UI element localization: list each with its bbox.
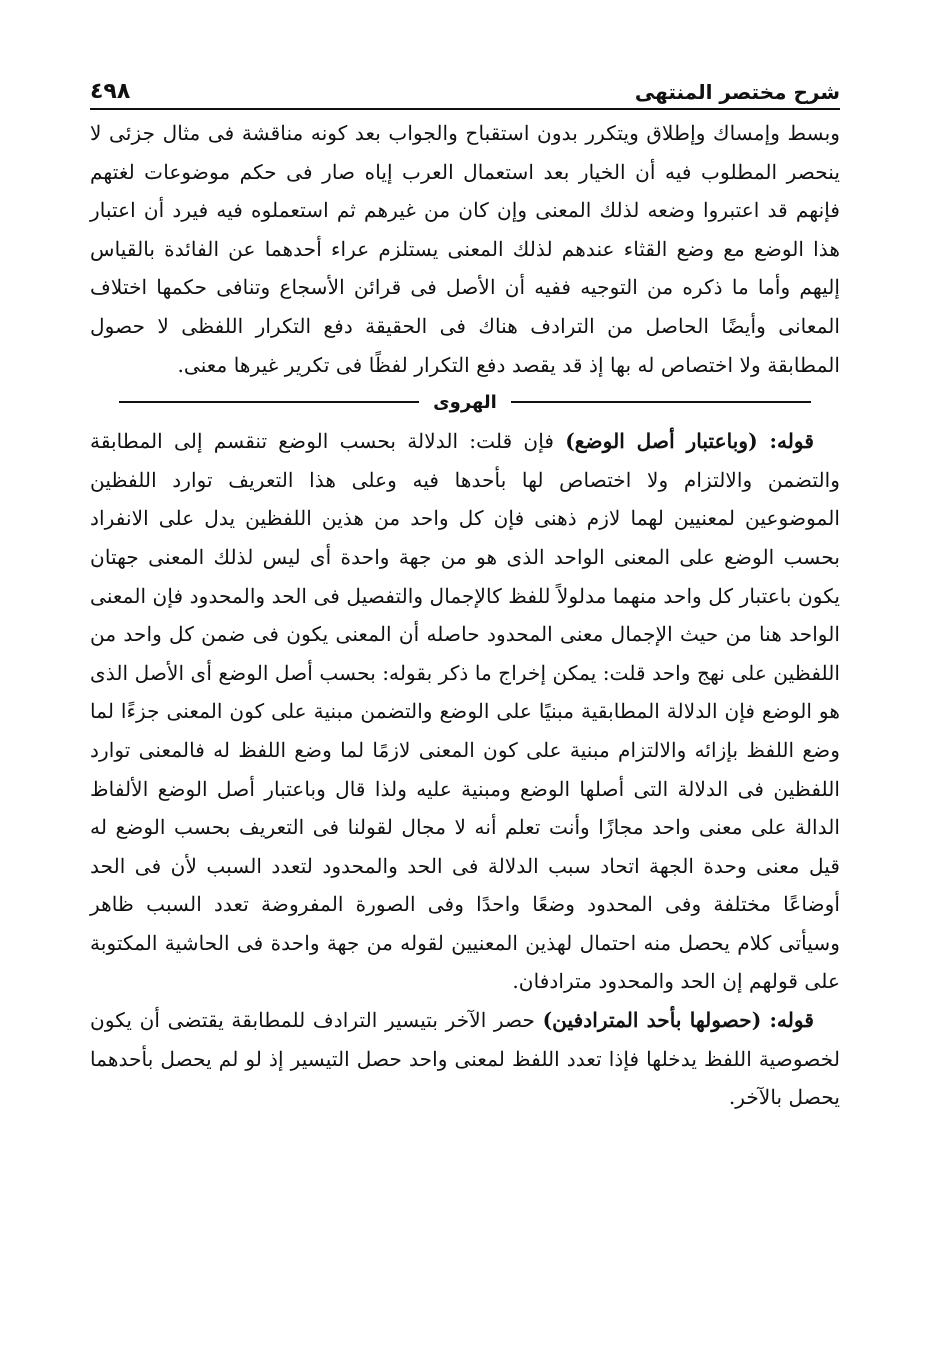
commentary-lead-2: قوله: (حصولها بأحد المترادفين) (542, 1008, 814, 1033)
commentary-text-1: فإن قلت: الدلالة بحسب الوضع تنقسم إلى المطابقة والتضمن والالتزام ولا اختصاص لها بأحدها فيه وعلى هذا التعريف توارد اللفظين الموضوعين لمعنيين لهما لازم ذهنى فإن كل واحد من هذين اللفظين يدل على الانفراد بحسب الوضع على المعنى الواحد الذى هو من جهة واحدة أى ليس لذلك المعنى جهتان يكون باعتبار كل واحد منهما مدلولاً للفظ كالإجمال والتفصيل فى الحد والمحدود فإن المعنى الواحد هنا من حيث الإجمال معنى المحدود حاصله أن المعنى يكون فى ضمن كل واحد من اللفظين على نهج واحد قلت: يمكن إخراج ما ذكر بقوله: بحسب أصل الوضع أى الأصل الذى هو الوضع فإن الدلالة المطابقية مبنيًا على الوضع والتضمن مبنية على كون المعنى جزءًا لما وضع اللفظ بإزائه والالتزام مبنية على كون المعنى لازمًا لما وضع اللفظ له فالمعنى توارد اللفظين فى الدلالة التى أصلها الوضع ومبنية عليه ولذا قال وباعتبار أصل الوضع الألفاظ الدالة على معنى واحد مجازًا وأنت تعلم أنه لا مجال لقولنا فى التعريف بحسب الوضع له قيل معنى وحدة الجهة اتحاد سبب الدلالة فى الحد والمحدود لتعدد السبب لأن فى الحد أوضاعًا مختلفة وفى المحدود وضعًا واحدًا وفى الصورة المفروضة تعدد السبب ظاهر وسيأتى كلام يحصل منه احتمال لهذين المعنيين لقوله من جهة واحدة فى الحاشية المكتوبة على قولهم إن الحد والمحدود مترادفان. (90, 429, 840, 994)
commentary-paragraph-1 (90, 422, 840, 1001)
separator-line-right (511, 401, 811, 403)
commentary-block (90, 422, 840, 1117)
main-text-paragraph: وبسط وإمساك وإطلاق ويتكرر بدون استقباح والجواب بعد كونه مناقشة فى مثال جزئى لا ينحصر المطلوب فيه أن الخيار بعد استعمال العرب إياه صار فى حكم موضوعات لغتهم فإنهم قد اعتبروا وضعه لذلك المعنى وإن كان من غيرهم ثم استعملوه فيه فيرد أن اعتبار هذا الوضع مع وضع القثاء عندهم لذلك المعنى يستلزم عراء أحدهما عن الفائدة بالقياس إليهم وأما ما ذكره من التوجيه ففيه أن الأصل فى قرائن الأسجاع وتنافى حكمها اختلاف المعانى وأيضًا الحاصل من الترادف هناك فى الحقيقة دفع التكرار اللفظى لا حصول المطابقة ولا اختصاص له بها إذ قد يقصد دفع التكرار لفظًا فى تكرير غيرها معنى. (90, 121, 840, 377)
separator-line-left (119, 401, 419, 403)
book-page (90, 70, 840, 1330)
section-separator (90, 386, 840, 418)
page-number: ٤٩٨ (90, 79, 131, 104)
commentary-paragraph-2 (90, 1001, 840, 1117)
section-title: الهروى (433, 391, 497, 413)
commentary-lead-1: قوله: (وباعتبار أصل الوضع) (565, 429, 814, 454)
main-text-continuation (90, 114, 840, 384)
running-head (90, 70, 840, 110)
commentary-text-2: حصر الآخر بتيسير الترادف للمطابقة يقتضى أن يكون لخصوصية اللفظ يدخلها فإذا تعدد اللفظ لمعنى واحد حصل التيسير إذ لو لم يحصل بأحدهما يحصل بالآخر. (90, 1008, 840, 1110)
running-title: شرح مختصر المنتهى (634, 80, 840, 104)
